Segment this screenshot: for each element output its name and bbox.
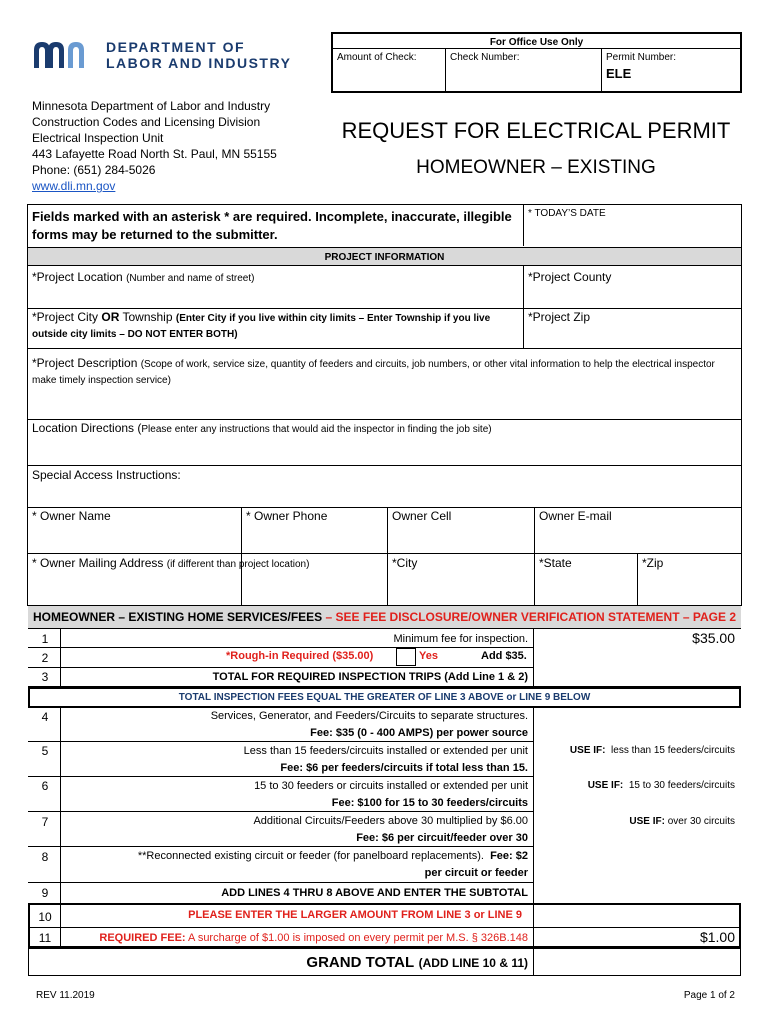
project-city-label: *Project City OR Township (Enter City if you live within city limits – Enter Township if you live outside city limits – DO NOT ENTER BOTH): [32, 310, 491, 340]
owner-state-label: *State: [539, 556, 572, 570]
line8-text: **Reconnected existing circuit or feeder (for panelboard replacements).: [137, 850, 484, 862]
owner-zip-field[interactable]: [639, 572, 739, 604]
logo-line1: DEPARTMENT OF: [106, 39, 246, 55]
logo: [32, 38, 302, 72]
address-block: [32, 98, 277, 194]
line1-amount: $35.00: [692, 630, 735, 646]
owner-cell-label: Owner Cell: [392, 509, 452, 523]
amount-of-check-field[interactable]: [334, 66, 444, 90]
line1-description: Minimum fee for inspection.: [393, 633, 528, 645]
line7-text: Additional Circuits/Feeders above 30 multiplied by $6.00: [253, 815, 528, 827]
owner-phone-field[interactable]: [243, 525, 385, 552]
owner-email-label: Owner E-mail: [539, 509, 612, 523]
line-number: 6: [41, 779, 49, 793]
fees-header-red: – SEE FEE DISCLOSURE/OWNER VERIFICATION STATEMENT – PAGE 2: [322, 610, 736, 624]
office-use-title: For Office Use Only: [489, 37, 584, 48]
owner-name-field[interactable]: [29, 525, 239, 552]
owner-zip-label: *Zip: [642, 556, 664, 570]
project-info-title: PROJECT INFORMATION: [324, 252, 445, 263]
line6-description: [62, 778, 528, 812]
line6-text: 15 to 30 feeders or circuits installed or extended per unit: [254, 780, 528, 792]
project-county-field[interactable]: [525, 286, 740, 306]
rough-in-label: *Rough-in Required ($35.00): [226, 650, 374, 662]
todays-date-label: * TODAY’S DATE: [528, 208, 606, 219]
line-number: 9: [41, 886, 49, 900]
owner-cell-field[interactable]: [389, 525, 532, 552]
line-number: 3: [41, 670, 49, 684]
line8-amount-field[interactable]: [536, 850, 740, 880]
line10-amount-field[interactable]: [536, 906, 739, 926]
project-description-label: *Project Description (Scope of work, service size, quantity of feeders and circuits, job numbers, or other vital information to help the electrical inspector make timely inspection service): [32, 356, 715, 386]
address-line5: Phone: (651) 284-5026: [32, 163, 156, 177]
form-title: REQUEST FOR ELECTRICAL PERMIT: [341, 118, 731, 143]
line11-amount: $1.00: [699, 929, 735, 945]
amount-of-check-label: Amount of Check:: [337, 52, 417, 63]
line6-fee: Fee: $100 for 15 to 30 feeders/circuits: [331, 797, 528, 809]
project-county-label: *Project County: [528, 270, 612, 284]
fees-rule-text: TOTAL INSPECTION FEES EQUAL THE GREATER OF LINE 3 ABOVE or LINE 9 BELOW: [178, 692, 591, 703]
project-description-field[interactable]: [29, 388, 739, 418]
check-number-label: Check Number:: [450, 52, 520, 63]
required-fields-notice: Fields marked with an asterisk * are required. Incomplete, inaccurate, illegible forms may be returned to the submitter.: [32, 209, 512, 242]
line4-amount-field[interactable]: [536, 710, 740, 740]
special-access-field[interactable]: [29, 484, 739, 506]
line-number: 4: [41, 710, 49, 724]
special-access-label: Special Access Instructions:: [32, 468, 181, 482]
location-directions-label: Location Directions (Please enter any instructions that would aid the inspector in finding the job site): [32, 421, 492, 435]
logo-line2: LABOR AND INDUSTRY: [106, 55, 292, 71]
rough-in-add-label: Add $35.: [481, 650, 527, 662]
owner-mailing-address-label: * Owner Mailing Address (if different than project location): [32, 556, 310, 570]
permit-number-value: ELE: [606, 66, 632, 81]
line3-description: TOTAL FOR REQUIRED INSPECTION TRIPS (Add Line 1 & 2): [212, 671, 528, 683]
line4-description: [62, 708, 528, 742]
owner-city-field[interactable]: [389, 572, 532, 604]
grand-total-label: GRAND TOTAL (ADD LINE 10 & 11): [306, 954, 528, 971]
line10-description: PLEASE ENTER THE LARGER AMOUNT FROM LINE 3 or LINE 9: [188, 909, 522, 921]
surcharge-text: A surcharge of $1.00 is imposed on every permit per M.S. § 326B.148: [185, 932, 528, 944]
line-number: 5: [41, 744, 49, 758]
permit-number-label: Permit Number:: [606, 52, 677, 63]
address-line4: 443 Lafayette Road North St. Paul, MN 55155: [32, 147, 277, 161]
line6-use-if: USE IF: 15 to 30 feeders/circuits: [587, 780, 735, 791]
rough-in-yes-label: Yes: [419, 650, 438, 662]
line8-fee: Fee: $2: [490, 850, 528, 862]
address-line1: Minnesota Department of Labor and Industry: [32, 99, 271, 113]
owner-mailing-address-field[interactable]: [29, 572, 385, 604]
line-number: 11: [38, 931, 52, 945]
owner-email-field[interactable]: [536, 525, 739, 552]
line7-fee: Fee: $6 per circuit/feeder over 30: [356, 832, 528, 844]
line-number: 1: [41, 632, 49, 646]
website-link[interactable]: www.dli.mn.gov: [32, 179, 116, 193]
project-info-header: [28, 247, 741, 266]
project-location-field[interactable]: [29, 286, 521, 306]
project-location-label: *Project Location (Number and name of street): [32, 270, 255, 284]
owner-name-label: * Owner Name: [32, 509, 111, 523]
check-number-field[interactable]: [447, 66, 599, 90]
line9-description: ADD LINES 4 THRU 8 ABOVE AND ENTER THE SUBTOTAL: [221, 887, 528, 899]
line8-fee-unit: per circuit or feeder: [424, 867, 528, 879]
fees-header: [28, 605, 741, 629]
line8-description: [62, 848, 528, 882]
project-zip-label: *Project Zip: [528, 310, 591, 324]
line-number: 7: [41, 815, 49, 829]
line-number: 2: [41, 651, 49, 665]
grand-total-field[interactable]: [536, 950, 739, 974]
owner-city-label: *City: [392, 556, 418, 570]
line4-fee: Fee: $35 (0 - 400 AMPS) per power source: [310, 727, 528, 739]
line7-use-if: USE IF: over 30 circuits: [629, 816, 735, 827]
todays-date-field[interactable]: [525, 222, 740, 244]
mn-logo-icon: [32, 38, 96, 70]
line5-text: Less than 15 feeders/circuits installed or extended per unit: [243, 745, 528, 757]
location-directions-field[interactable]: [29, 438, 739, 464]
line3-amount-field[interactable]: [536, 668, 740, 685]
line5-fee: Fee: $6 per feeders/circuits if total less than 15.: [280, 762, 528, 774]
page-number: Page 1 of 2: [683, 990, 735, 1001]
line9-amount-field[interactable]: [536, 884, 740, 902]
revision-label: REV 11.2019: [36, 990, 95, 1001]
form-subtitle: HOMEOWNER – EXISTING: [416, 157, 656, 178]
line7-description: [62, 813, 528, 847]
address-line2: Construction Codes and Licensing Division: [32, 115, 261, 129]
rough-in-checkbox[interactable]: [396, 648, 416, 666]
owner-state-field[interactable]: [536, 572, 635, 604]
address-line3: Electrical Inspection Unit: [32, 131, 164, 145]
fees-rule-banner: [28, 687, 741, 708]
owner-phone-label: * Owner Phone: [246, 509, 328, 523]
line2-amount-field[interactable]: [536, 648, 740, 666]
line-number: 8: [41, 850, 49, 864]
line5-use-if: USE IF: less than 15 feeders/circuits: [569, 745, 735, 756]
line11-description: [62, 930, 528, 947]
line4-text: Services, Generator, and Feeders/Circuits to separate structures.: [210, 710, 528, 722]
project-zip-field[interactable]: [525, 326, 740, 346]
required-fee-label: REQUIRED FEE:: [99, 932, 186, 944]
line5-description: [62, 743, 528, 777]
line-number: 10: [38, 910, 52, 924]
fees-header-title: HOMEOWNER – EXISTING HOME SERVICES/FEES: [33, 610, 323, 624]
